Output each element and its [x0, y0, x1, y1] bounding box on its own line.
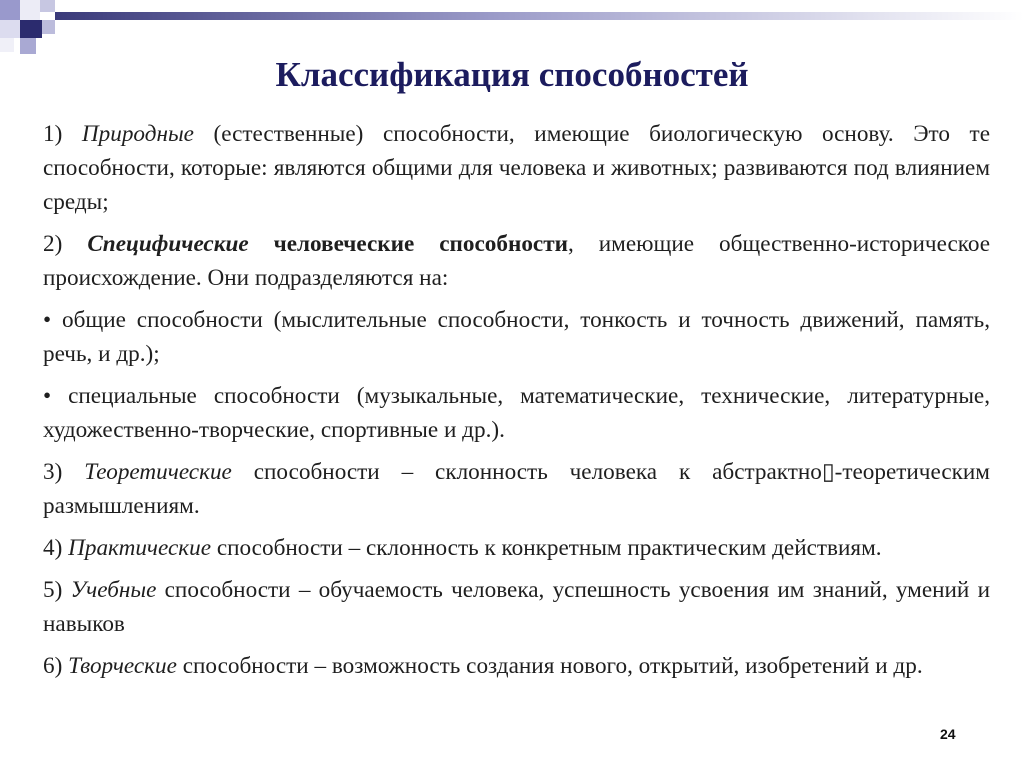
list-item — [43, 531, 990, 565]
item-prefix: 4) — [43, 535, 69, 561]
item-text: , имеющие общественно-историческое происхождение. Они подразделяются на: — [43, 231, 990, 291]
item-text: способности – склонность к конкретным практическим действиям. — [211, 535, 882, 561]
item-term: Специфические — [87, 231, 249, 257]
item-prefix: 3) — [43, 459, 85, 485]
list-item — [43, 117, 990, 219]
page-number: 24 — [940, 726, 956, 742]
item-term: Творческие — [68, 653, 177, 679]
list-item — [43, 455, 990, 523]
bullet-item: • специальные способности (музыкальные, математические, технические, литературные, художественно-творческие, спортивные и др.). — [43, 383, 990, 443]
item-prefix: 5) — [43, 577, 71, 603]
item-term: Теоретические — [84, 459, 232, 485]
item-bold-text: человеческие способности — [248, 231, 568, 257]
slide-body — [43, 117, 990, 683]
list-item — [43, 227, 990, 295]
item-term: Учебные — [70, 577, 157, 603]
item-text: (естественные) способности, имеющие биологическую основу. Это те способности, которые: являются общими для человека и животных; развиваются под влиянием среды; — [43, 121, 990, 215]
item-text: способности – обучаемость человека, успешность усвоения им знаний, умений и навыков — [43, 577, 990, 637]
slide-title: Классификация способностей — [275, 55, 749, 94]
item-term: Природные — [81, 121, 194, 147]
item-text: способности – склонность человека к абстрактно▯-теоретическим размышлениям. — [43, 459, 990, 519]
item-term: Практические — [68, 535, 212, 561]
item-text: способности – возможность создания нового, открытий, изобретений и др. — [176, 653, 923, 679]
item-prefix: 1) — [43, 121, 82, 147]
list-item — [43, 649, 990, 683]
bullet-item: • общие способности (мыслительные способности, тонкость и точность движений, память, речь, и др.); — [43, 307, 990, 367]
item-prefix: 6) — [43, 653, 69, 679]
list-item — [43, 573, 990, 641]
item-prefix: 2) — [43, 231, 88, 257]
